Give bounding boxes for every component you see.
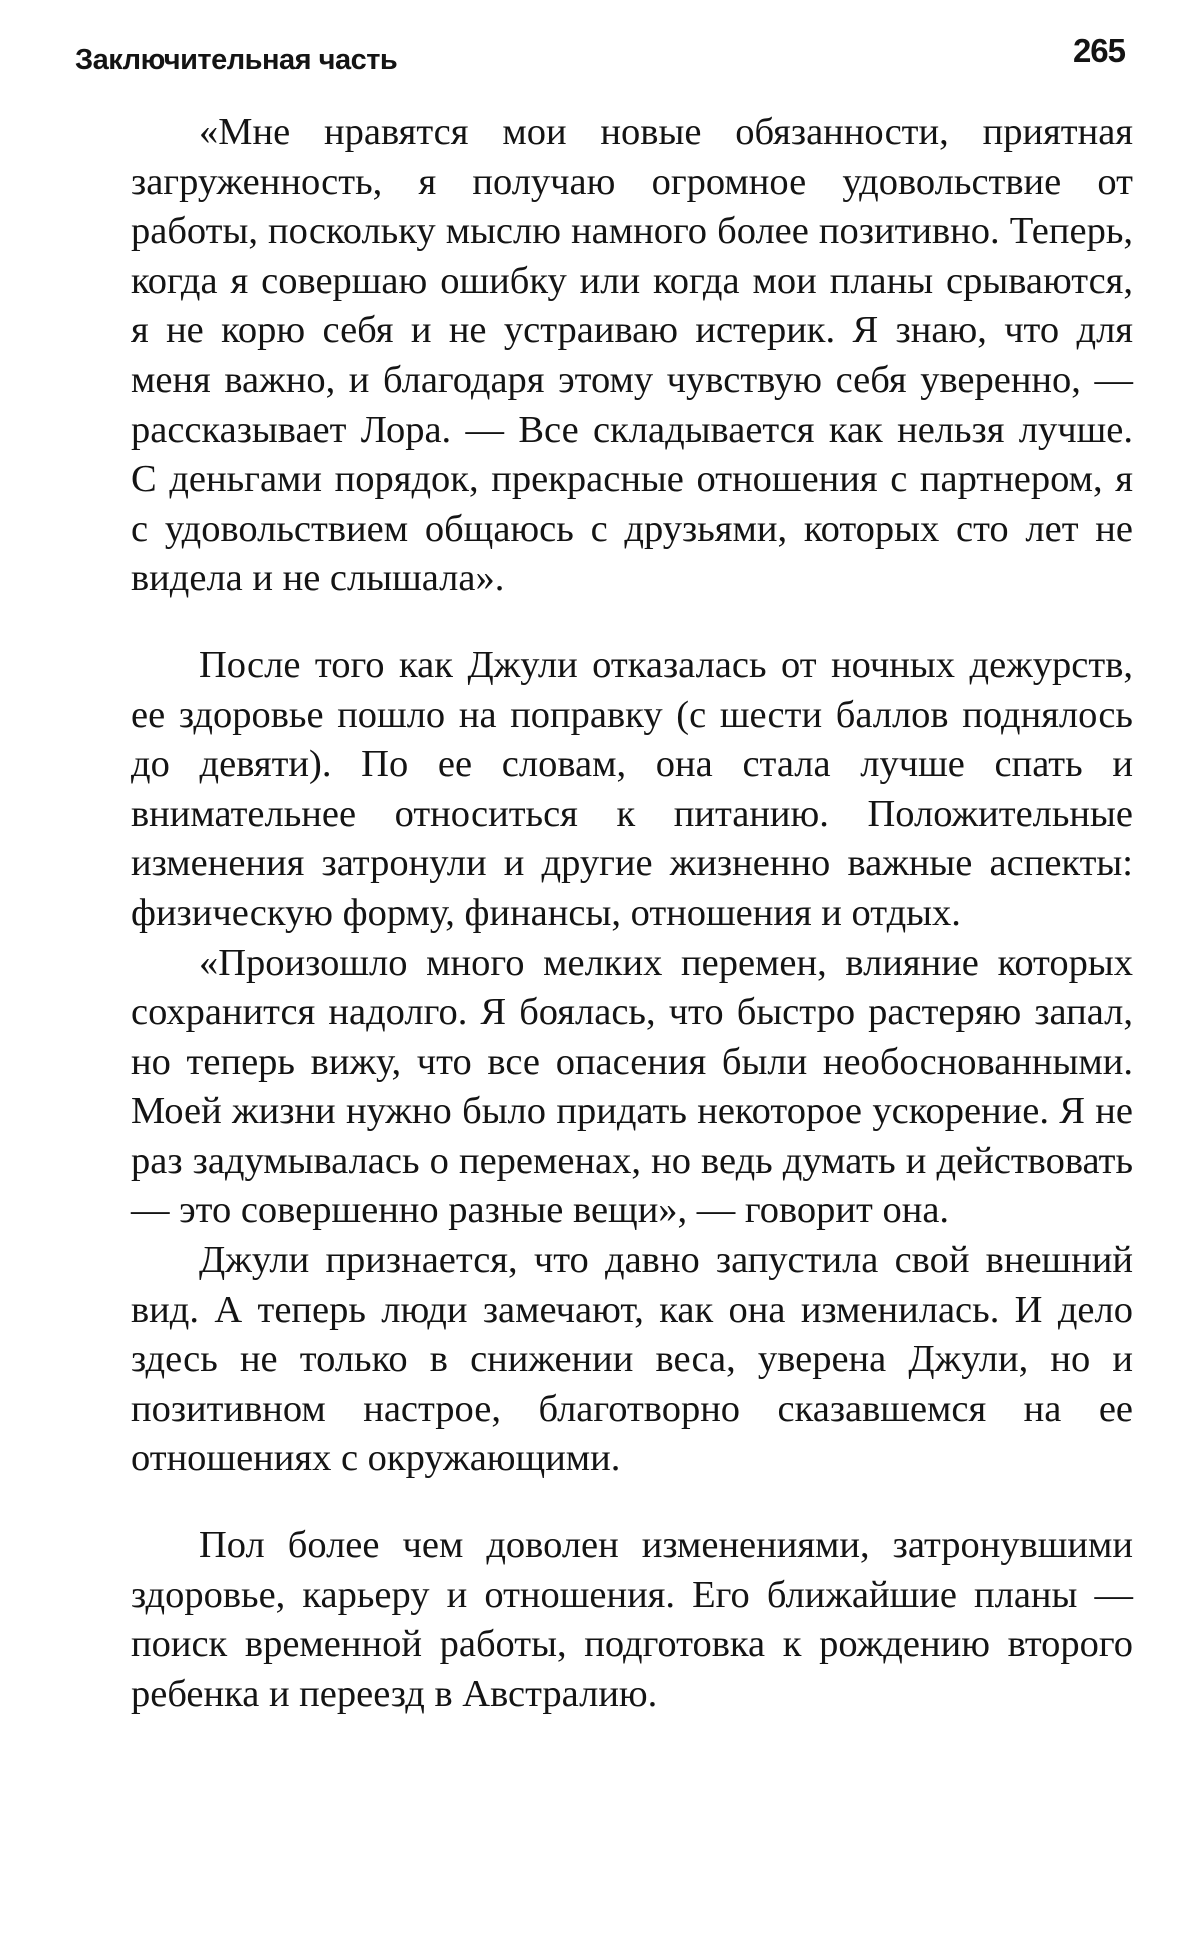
paragraph-julie-quote: «Произошло много мелких перемен, влияние которых сохранится надолго. Я боялась, что быстро растеряю запал, но теперь вижу, что все опасения были необоснованными. Моей жизни нужно было придать некоторое ускорение. Я не раз задумывалась о переменах, но ведь думать и действовать — это совершенно разные вещи», — говорит она. [131,941,1133,1232]
running-title: Заключительная часть [75,44,398,76]
paragraph-laura-quote: «Мне нравятся мои новые обязанности, приятная загруженность, я получаю огромное удовольствие от работы, поскольку мыслю намного более позитивно. Теперь, когда я совершаю ошибку или когда мои планы срываются, я не корю себя и не устраиваю истерик. Я знаю, что для меня важно, и благодаря этому чувствую себя уверенно, — рассказывает Лора. — Все складывается как нельзя лучше. С деньгами порядок, прекрасные отношения с партнером, я с удовольствием общаюсь с друзьями, которых сто лет не видела и не слышала». [131,111,1133,600]
page-number: 265 [1072,32,1125,69]
paragraph-paul-plans: Пол более чем доволен изменениями, затронувшими здоровье, карьеру и отношения. Его ближайшие планы — поиск временной работы, подготовка к рождению второго ребенка и переезд в Австралию. [131,1524,1133,1715]
paragraph-julie-appearance: Джули признается, что давно запустила свой внешний вид. А теперь люди замечают, как она изменилась. И дело здесь не только в снижении веса, уверена Джули, но и позитивном настрое, благотворно сказавшемся на ее отношениях с окружающими. [131,1239,1133,1480]
paragraph-julie-health: После того как Джули отказалась от ночных дежурств, ее здоровье пошло на поправку (с шести баллов поднялось до девяти). По ее словам, она стала лучше спать и внимательнее относиться к питанию. Положительные изменения затронули и другие жизненно важные аспекты: физическую форму, финансы, отношения и отдых. [131,643,1133,934]
body-text [131,108,1133,1719]
